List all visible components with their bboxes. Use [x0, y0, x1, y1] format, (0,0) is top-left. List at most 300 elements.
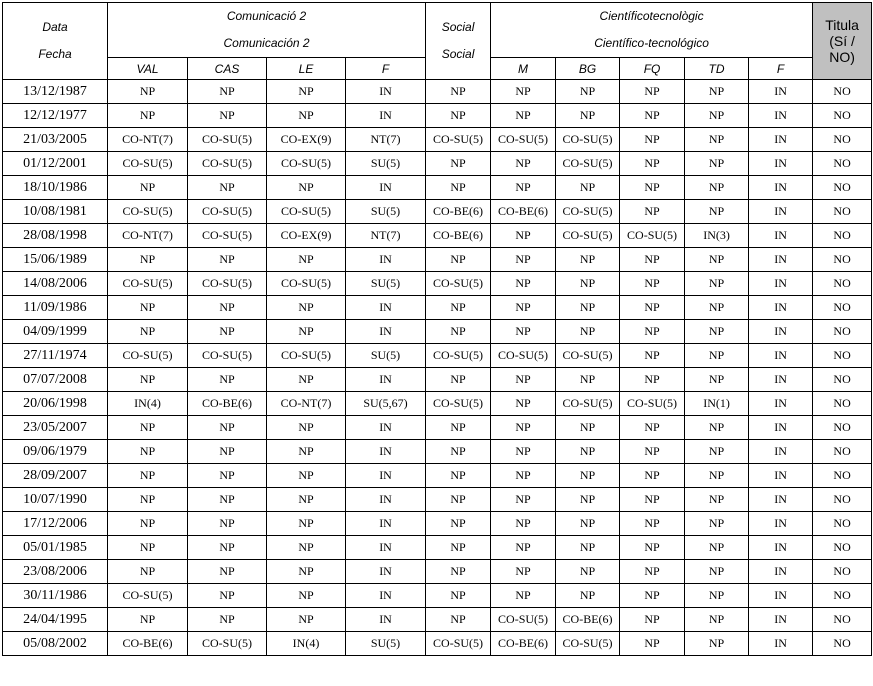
cell-cas: NP — [188, 296, 267, 320]
cell-f-comunicacio: SU(5) — [346, 344, 426, 368]
cell-f-comunicacio: IN — [346, 488, 426, 512]
cell-val: NP — [108, 416, 188, 440]
cell-f-comunicacio: IN — [346, 368, 426, 392]
cell-val: CO-SU(5) — [108, 200, 188, 224]
cell-f-cientific: IN — [749, 296, 813, 320]
header-titula-line1: Titula — [825, 17, 859, 33]
cell-fq: NP — [620, 512, 685, 536]
cell-m: CO-SU(5) — [491, 128, 556, 152]
cell-td: NP — [685, 152, 749, 176]
cell-date: 05/08/2002 — [3, 632, 108, 656]
cell-fq: NP — [620, 416, 685, 440]
cell-f-cientific: IN — [749, 80, 813, 104]
cell-cas: CO-SU(5) — [188, 224, 267, 248]
cell-f-comunicacio: NT(7) — [346, 224, 426, 248]
cell-fq: NP — [620, 488, 685, 512]
cell-le: IN(4) — [267, 632, 346, 656]
header-social-cas: Social — [441, 47, 475, 61]
cell-titula: NO — [813, 152, 872, 176]
subheader-td: TD — [685, 58, 749, 80]
cell-bg: CO-SU(5) — [556, 224, 620, 248]
cell-le: NP — [267, 440, 346, 464]
cell-m: CO-BE(6) — [491, 200, 556, 224]
cell-date: 14/08/2006 — [3, 272, 108, 296]
cell-date: 05/01/1985 — [3, 536, 108, 560]
cell-val: IN(4) — [108, 392, 188, 416]
cell-f-cientific: IN — [749, 104, 813, 128]
cell-fq: NP — [620, 176, 685, 200]
cell-titula: NO — [813, 632, 872, 656]
cell-bg: NP — [556, 248, 620, 272]
cell-titula: NO — [813, 344, 872, 368]
cell-date: 09/06/1979 — [3, 440, 108, 464]
cell-m: NP — [491, 416, 556, 440]
cell-val: NP — [108, 80, 188, 104]
cell-f-comunicacio: SU(5) — [346, 152, 426, 176]
cell-m: NP — [491, 296, 556, 320]
cell-val: NP — [108, 608, 188, 632]
cell-f-comunicacio: IN — [346, 440, 426, 464]
cell-le: CO-SU(5) — [267, 152, 346, 176]
subheader-fq: FQ — [620, 58, 685, 80]
cell-val: NP — [108, 320, 188, 344]
table-row — [3, 248, 872, 272]
cell-val: NP — [108, 464, 188, 488]
cell-td: NP — [685, 272, 749, 296]
table-row — [3, 296, 872, 320]
header-cientific-cas: Científico-tecnológico — [594, 36, 709, 50]
cell-f-cientific: IN — [749, 512, 813, 536]
cell-td: NP — [685, 176, 749, 200]
table-row — [3, 368, 872, 392]
cell-fq: NP — [620, 128, 685, 152]
cell-td: NP — [685, 200, 749, 224]
cell-titula: NO — [813, 128, 872, 152]
cell-social: NP — [426, 512, 491, 536]
cell-f-comunicacio: SU(5) — [346, 200, 426, 224]
cell-val: NP — [108, 176, 188, 200]
cell-m: NP — [491, 152, 556, 176]
cell-titula: NO — [813, 296, 872, 320]
cell-f-comunicacio: IN — [346, 512, 426, 536]
cell-val: NP — [108, 248, 188, 272]
cell-cas: NP — [188, 320, 267, 344]
subheader-m: M — [491, 58, 556, 80]
cell-le: NP — [267, 488, 346, 512]
cell-fq: NP — [620, 152, 685, 176]
table-row — [3, 224, 872, 248]
cell-date: 10/08/1981 — [3, 200, 108, 224]
cell-le: NP — [267, 104, 346, 128]
cell-fq: NP — [620, 296, 685, 320]
cell-social: CO-SU(5) — [426, 272, 491, 296]
cell-f-cientific: IN — [749, 416, 813, 440]
cell-date: 15/06/1989 — [3, 248, 108, 272]
cell-cas: NP — [188, 440, 267, 464]
cell-td: NP — [685, 368, 749, 392]
cell-f-cientific: IN — [749, 536, 813, 560]
cell-val: NP — [108, 296, 188, 320]
cell-f-comunicacio: IN — [346, 176, 426, 200]
cell-fq: NP — [620, 104, 685, 128]
cell-td: NP — [685, 440, 749, 464]
table-row — [3, 104, 872, 128]
cell-bg: NP — [556, 488, 620, 512]
cell-f-cientific: IN — [749, 560, 813, 584]
cell-f-comunicacio: IN — [346, 536, 426, 560]
cell-f-comunicacio: IN — [346, 80, 426, 104]
cell-f-comunicacio: IN — [346, 464, 426, 488]
cell-f-cientific: IN — [749, 464, 813, 488]
cell-le: NP — [267, 464, 346, 488]
cell-td: IN(3) — [685, 224, 749, 248]
cell-td: NP — [685, 104, 749, 128]
cell-titula: NO — [813, 584, 872, 608]
cell-date: 12/12/1977 — [3, 104, 108, 128]
cell-val: NP — [108, 536, 188, 560]
cell-cas: NP — [188, 368, 267, 392]
cell-le: NP — [267, 368, 346, 392]
cell-bg: NP — [556, 176, 620, 200]
table-row — [3, 608, 872, 632]
cell-fq: NP — [620, 464, 685, 488]
cell-td: NP — [685, 248, 749, 272]
cell-f-cientific: IN — [749, 440, 813, 464]
cell-fq: NP — [620, 368, 685, 392]
cell-cas: NP — [188, 248, 267, 272]
cell-f-cientific: IN — [749, 632, 813, 656]
cell-val: NP — [108, 512, 188, 536]
header-titula-line2: (Sí / — [829, 33, 855, 49]
cell-fq: NP — [620, 584, 685, 608]
cell-f-cientific: IN — [749, 248, 813, 272]
cell-cas: NP — [188, 512, 267, 536]
cell-social: NP — [426, 104, 491, 128]
cell-le: CO-SU(5) — [267, 272, 346, 296]
cell-bg: NP — [556, 272, 620, 296]
cell-social: NP — [426, 416, 491, 440]
cell-cas: NP — [188, 560, 267, 584]
cell-f-comunicacio: IN — [346, 320, 426, 344]
cell-le: NP — [267, 560, 346, 584]
cell-social: NP — [426, 584, 491, 608]
cell-le: NP — [267, 320, 346, 344]
cell-date: 07/07/2008 — [3, 368, 108, 392]
cell-m: NP — [491, 392, 556, 416]
cell-cas: NP — [188, 536, 267, 560]
cell-m: CO-SU(5) — [491, 344, 556, 368]
table-row — [3, 128, 872, 152]
cell-m: NP — [491, 536, 556, 560]
cell-date: 10/07/1990 — [3, 488, 108, 512]
header-date-cas: Fecha — [38, 47, 72, 61]
table-row — [3, 560, 872, 584]
table-row — [3, 176, 872, 200]
cell-m: NP — [491, 512, 556, 536]
cell-td: NP — [685, 536, 749, 560]
cell-date: 30/11/1986 — [3, 584, 108, 608]
cell-titula: NO — [813, 536, 872, 560]
cell-val: CO-NT(7) — [108, 224, 188, 248]
cell-val: CO-NT(7) — [108, 128, 188, 152]
cell-titula: NO — [813, 80, 872, 104]
cell-f-cientific: IN — [749, 200, 813, 224]
cell-date: 23/08/2006 — [3, 560, 108, 584]
cell-val: NP — [108, 440, 188, 464]
cell-le: NP — [267, 536, 346, 560]
cell-bg: CO-BE(6) — [556, 608, 620, 632]
cell-titula: NO — [813, 440, 872, 464]
cell-td: NP — [685, 464, 749, 488]
cell-m: NP — [491, 272, 556, 296]
cell-social: NP — [426, 296, 491, 320]
cell-date: 27/11/1974 — [3, 344, 108, 368]
subheader-bg: BG — [556, 58, 620, 80]
cell-cas: NP — [188, 104, 267, 128]
table-row — [3, 536, 872, 560]
cell-f-cientific: IN — [749, 368, 813, 392]
cell-td: NP — [685, 488, 749, 512]
cell-f-comunicacio: SU(5,67) — [346, 392, 426, 416]
cell-bg: CO-SU(5) — [556, 200, 620, 224]
cell-bg: NP — [556, 368, 620, 392]
table-row — [3, 512, 872, 536]
cell-td: NP — [685, 416, 749, 440]
cell-m: NP — [491, 368, 556, 392]
cell-social: NP — [426, 536, 491, 560]
subheader-val: VAL — [108, 58, 188, 80]
cell-m: NP — [491, 104, 556, 128]
table-body — [3, 80, 872, 656]
cell-date: 28/08/1998 — [3, 224, 108, 248]
cell-val: NP — [108, 560, 188, 584]
cell-date: 18/10/1986 — [3, 176, 108, 200]
cell-social: NP — [426, 488, 491, 512]
cell-cas: CO-BE(6) — [188, 392, 267, 416]
cell-le: NP — [267, 176, 346, 200]
cell-cas: CO-SU(5) — [188, 632, 267, 656]
cell-cas: NP — [188, 608, 267, 632]
cell-titula: NO — [813, 320, 872, 344]
cell-fq: NP — [620, 440, 685, 464]
cell-f-cientific: IN — [749, 224, 813, 248]
cell-m: NP — [491, 560, 556, 584]
cell-f-cientific: IN — [749, 392, 813, 416]
cell-titula: NO — [813, 488, 872, 512]
table-row — [3, 152, 872, 176]
header-comunicacio-cas: Comunicación 2 — [223, 36, 310, 50]
subheader-f-comunicacio: F — [346, 58, 426, 80]
cell-date: 17/12/2006 — [3, 512, 108, 536]
cell-social: NP — [426, 608, 491, 632]
cell-val: CO-SU(5) — [108, 584, 188, 608]
cell-bg: NP — [556, 464, 620, 488]
cell-f-comunicacio: NT(7) — [346, 128, 426, 152]
cell-val: CO-SU(5) — [108, 272, 188, 296]
cell-social: NP — [426, 560, 491, 584]
cell-date: 24/04/1995 — [3, 608, 108, 632]
cell-fq: CO-SU(5) — [620, 392, 685, 416]
cell-titula: NO — [813, 416, 872, 440]
cell-fq: NP — [620, 272, 685, 296]
cell-social: NP — [426, 248, 491, 272]
cell-date: 01/12/2001 — [3, 152, 108, 176]
cell-social: NP — [426, 368, 491, 392]
cell-social: NP — [426, 152, 491, 176]
cell-titula: NO — [813, 608, 872, 632]
cell-titula: NO — [813, 224, 872, 248]
cell-cas: CO-SU(5) — [188, 272, 267, 296]
cell-le: NP — [267, 296, 346, 320]
cell-social: NP — [426, 320, 491, 344]
cell-cas: NP — [188, 464, 267, 488]
cell-date: 04/09/1999 — [3, 320, 108, 344]
cell-td: NP — [685, 80, 749, 104]
cell-le: NP — [267, 608, 346, 632]
cell-td: NP — [685, 296, 749, 320]
cell-bg: NP — [556, 440, 620, 464]
table-row — [3, 80, 872, 104]
table-row — [3, 488, 872, 512]
cell-bg: CO-SU(5) — [556, 632, 620, 656]
table-row — [3, 440, 872, 464]
cell-f-comunicacio: SU(5) — [346, 272, 426, 296]
cell-titula: NO — [813, 104, 872, 128]
cell-titula: NO — [813, 272, 872, 296]
cell-le: CO-EX(9) — [267, 128, 346, 152]
cell-titula: NO — [813, 464, 872, 488]
cell-fq: NP — [620, 536, 685, 560]
cell-le: NP — [267, 512, 346, 536]
cell-bg: CO-SU(5) — [556, 392, 620, 416]
cell-cas: NP — [188, 488, 267, 512]
cell-td: IN(1) — [685, 392, 749, 416]
cell-f-comunicacio: IN — [346, 584, 426, 608]
cell-td: NP — [685, 320, 749, 344]
cell-titula: NO — [813, 512, 872, 536]
cell-le: NP — [267, 584, 346, 608]
cell-m: NP — [491, 80, 556, 104]
cell-cas: NP — [188, 584, 267, 608]
cell-val: NP — [108, 104, 188, 128]
cell-social: CO-BE(6) — [426, 200, 491, 224]
cell-m: CO-BE(6) — [491, 632, 556, 656]
cell-date: 13/12/1987 — [3, 80, 108, 104]
cell-bg: NP — [556, 104, 620, 128]
cell-le: CO-SU(5) — [267, 200, 346, 224]
cell-cas: NP — [188, 176, 267, 200]
cell-social: CO-SU(5) — [426, 344, 491, 368]
cell-date: 21/03/2005 — [3, 128, 108, 152]
cell-le: NP — [267, 416, 346, 440]
cell-f-cientific: IN — [749, 344, 813, 368]
cell-val: NP — [108, 488, 188, 512]
cell-f-cientific: IN — [749, 320, 813, 344]
table-row — [3, 584, 872, 608]
header-cientific-val: Científicotecnològic — [599, 9, 704, 23]
cell-f-cientific: IN — [749, 488, 813, 512]
header-social-val: Social — [441, 20, 475, 34]
cell-date: 23/05/2007 — [3, 416, 108, 440]
cell-bg: NP — [556, 320, 620, 344]
cell-f-cientific: IN — [749, 128, 813, 152]
cell-titula: NO — [813, 248, 872, 272]
cell-le: NP — [267, 80, 346, 104]
table-row — [3, 632, 872, 656]
cell-bg: NP — [556, 296, 620, 320]
cell-date: 20/06/1998 — [3, 392, 108, 416]
cell-social: NP — [426, 440, 491, 464]
cell-bg: CO-SU(5) — [556, 344, 620, 368]
table-row — [3, 344, 872, 368]
cell-f-comunicacio: IN — [346, 248, 426, 272]
cell-cas: CO-SU(5) — [188, 152, 267, 176]
cell-f-comunicacio: IN — [346, 104, 426, 128]
header-titula-line3: NO) — [829, 49, 855, 65]
table-row — [3, 464, 872, 488]
cell-social: CO-SU(5) — [426, 632, 491, 656]
cell-td: NP — [685, 344, 749, 368]
cell-f-cientific: IN — [749, 176, 813, 200]
header-cientific — [491, 3, 813, 58]
cell-le: CO-NT(7) — [267, 392, 346, 416]
table-row — [3, 416, 872, 440]
cell-fq: NP — [620, 200, 685, 224]
cell-social: NP — [426, 464, 491, 488]
cell-m: NP — [491, 248, 556, 272]
cell-bg: NP — [556, 584, 620, 608]
header-titula — [813, 3, 872, 80]
cell-td: NP — [685, 632, 749, 656]
grades-table — [2, 2, 872, 656]
cell-titula: NO — [813, 368, 872, 392]
cell-val: CO-SU(5) — [108, 344, 188, 368]
cell-td: NP — [685, 512, 749, 536]
cell-f-comunicacio: IN — [346, 560, 426, 584]
header-date — [3, 3, 108, 80]
cell-social: CO-BE(6) — [426, 224, 491, 248]
cell-bg: NP — [556, 536, 620, 560]
cell-le: CO-EX(9) — [267, 224, 346, 248]
cell-val: CO-BE(6) — [108, 632, 188, 656]
cell-m: NP — [491, 224, 556, 248]
cell-titula: NO — [813, 560, 872, 584]
cell-bg: CO-SU(5) — [556, 152, 620, 176]
cell-titula: NO — [813, 200, 872, 224]
cell-cas: CO-SU(5) — [188, 200, 267, 224]
cell-f-comunicacio: IN — [346, 416, 426, 440]
cell-le: CO-SU(5) — [267, 344, 346, 368]
cell-f-cientific: IN — [749, 272, 813, 296]
header-comunicacio — [108, 3, 426, 58]
header-comunicacio-val: Comunicació 2 — [226, 9, 307, 23]
cell-bg: NP — [556, 416, 620, 440]
cell-date: 28/09/2007 — [3, 464, 108, 488]
cell-f-cientific: IN — [749, 584, 813, 608]
cell-fq: NP — [620, 248, 685, 272]
cell-bg: CO-SU(5) — [556, 128, 620, 152]
cell-m: NP — [491, 464, 556, 488]
cell-social: CO-SU(5) — [426, 392, 491, 416]
cell-titula: NO — [813, 176, 872, 200]
cell-td: NP — [685, 128, 749, 152]
cell-social: CO-SU(5) — [426, 128, 491, 152]
cell-m: NP — [491, 488, 556, 512]
cell-m: NP — [491, 584, 556, 608]
table-row — [3, 272, 872, 296]
cell-m: NP — [491, 440, 556, 464]
cell-fq: NP — [620, 632, 685, 656]
